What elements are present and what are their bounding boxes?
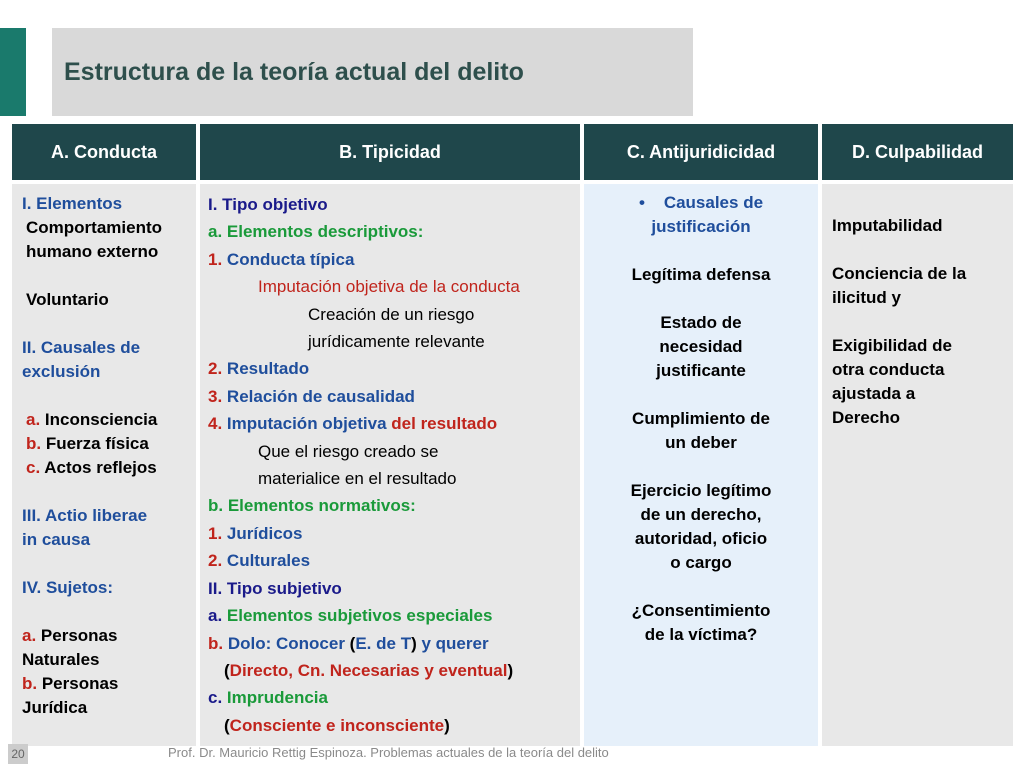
title-box [52,28,693,116]
text-line: Legítima defensa [631,265,771,284]
text-line: Naturales [22,650,100,669]
text-line: o cargo [670,553,732,572]
text-line: ajustada a [832,384,916,403]
text-line: 3. Relación de causalidad [208,386,415,406]
text-line: Exigibilidad de [832,336,952,355]
text-line: (Consciente e inconsciente) [224,715,450,735]
text-line: de un derecho, [640,505,762,524]
column-culpabilidad [822,184,1013,746]
text-line: Que el riesgo creado se [258,441,439,461]
text-line: I. Elementos [22,194,123,213]
text-line: Imputación objetiva de la conducta [258,277,520,297]
text-line: ¿Consentimiento [631,601,771,620]
text-line: b. Personas [22,674,119,693]
column-tipicidad [200,184,580,746]
text-line: b. Elementos normativos: [208,496,416,516]
text-line: Creación de un riesgo [308,304,475,324]
text-line: c. Imprudencia [208,688,328,708]
column-conducta [12,184,196,746]
text-line: autoridad, oficio [634,529,768,548]
text-line: III. Actio liberae [22,506,148,525]
text-line: in causa [22,530,91,549]
slide-title: Estructura de la teoría actual del delito [64,57,524,86]
text-line: II. Causales de [22,338,141,357]
text-line: materialice en el resultado [258,469,457,489]
text-line: 2. Resultado [208,359,310,379]
text-line: IV. Sujetos: [22,578,114,597]
text-line: justificación [651,217,751,236]
text-line: 4. Imputación objetiva del resultado [208,414,498,434]
text-line: a. Elementos descriptivos: [208,222,424,242]
accent-bar [0,28,26,116]
text-line: jurídicamente relevante [308,332,485,352]
header-culpabilidad: D. Culpabilidad [822,124,1013,180]
text-line: otra conducta [832,360,945,379]
text-line: Voluntario [26,290,109,309]
theory-table [12,124,1013,746]
text-line: humano externo [26,242,159,261]
text-line: Conciencia de la [832,264,967,283]
text-line: a. Personas [22,626,118,645]
text-line: b. Dolo: Conocer (E. de T) y querer [208,633,489,653]
text-line: justificante [656,361,746,380]
text-line: ilicitud y [832,288,901,307]
header-tipicidad: B. Tipicidad [200,124,580,180]
text-line: Jurídica [22,698,88,717]
text-line: • Causales de [638,193,764,212]
text-line: Ejercicio legítimo [630,481,772,500]
header-conducta: A. Conducta [12,124,196,180]
text-line: b. Fuerza física [26,434,149,453]
text-line: Estado de [660,313,742,332]
text-line: exclusión [22,362,101,381]
text-line: 2. Culturales [208,551,311,571]
text-line: Comportamiento [26,218,162,237]
text-line: II. Tipo subjetivo [208,578,342,598]
text-line: 1. Conducta típica [208,249,355,269]
text-line: I. Tipo objetivo [208,195,328,214]
text-line: a. Inconsciencia [26,410,158,429]
text-line: Derecho [832,408,901,427]
footer-credit: Prof. Dr. Mauricio Rettig Espinoza. Problemas actuales de la teoría del delito [168,745,609,760]
text-line: c. Actos reflejos [26,458,157,477]
text-line: a. Elementos subjetivos especiales [208,606,493,626]
text-line: (Directo, Cn. Necesarias y eventual) [224,660,514,680]
text-line: necesidad [659,337,743,356]
text-line: un deber [665,433,737,452]
text-line: Cumplimiento de [632,409,770,428]
text-line: 1. Jurídicos [208,523,303,543]
text-line: Imputabilidad [832,216,943,235]
header-antijuridicidad: C. Antijuridicidad [584,124,818,180]
column-antijuridicidad [584,184,818,746]
text-line: de la víctima? [644,625,758,644]
bullet-icon: • [638,193,645,212]
page-number: 20 [8,744,28,764]
